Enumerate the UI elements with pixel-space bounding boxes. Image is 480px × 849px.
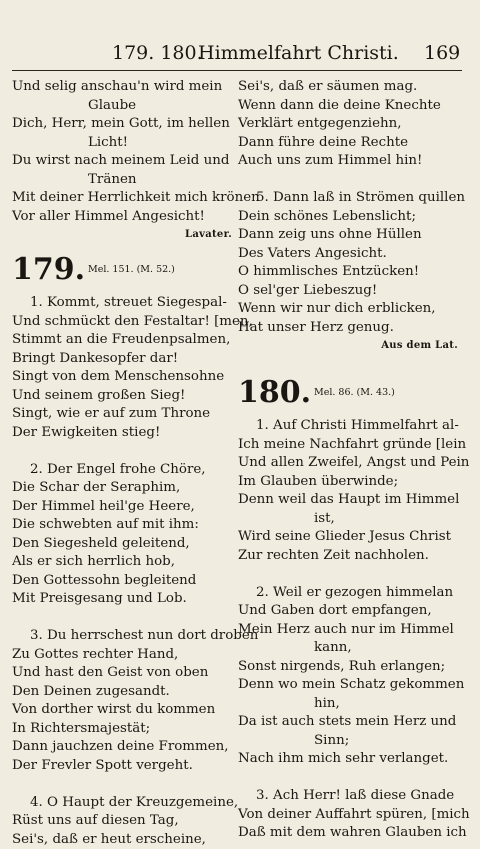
verse-line: Dein schönes Lebenslicht; bbox=[238, 208, 458, 227]
verse-line: Stimmt an die Freudenpsalmen, bbox=[12, 331, 232, 350]
verse-line: Zur rechten Zeit nachholen. bbox=[238, 547, 458, 566]
melody-reference: Mel. 86. (M. 43.) bbox=[314, 387, 395, 398]
verse-2 bbox=[238, 584, 458, 769]
hymn-number: 179. bbox=[12, 250, 85, 290]
verse-line: Sinn; bbox=[238, 732, 458, 751]
melody-reference: Mel. 151. (M. 52.) bbox=[88, 264, 175, 275]
verse-line: Der Himmel heil'ge Heere, bbox=[12, 498, 232, 517]
verse-line: Und hast den Geist von oben bbox=[12, 664, 232, 683]
verse-line: Hat unser Herz genug. bbox=[238, 319, 458, 338]
verse-line: Die schwebten auf mit ihm: bbox=[12, 516, 232, 535]
hymn-heading bbox=[12, 250, 232, 290]
verse-line: Denn wo mein Schatz gekommen bbox=[238, 676, 458, 695]
verse-line: Ich meine Nachfahrt gründe [lein bbox=[238, 436, 458, 455]
verse-line: ist, bbox=[238, 510, 458, 529]
verse-line: Sonst nirgends, Ruh erlangen; bbox=[238, 658, 458, 677]
verse-line: O himmlisches Entzücken! bbox=[238, 263, 458, 282]
page-number: 169 bbox=[424, 42, 460, 64]
verse-line: Als er sich herrlich hob, bbox=[12, 553, 232, 572]
right-column bbox=[238, 78, 458, 843]
verse-line: Und allen Zweifel, Angst und Pein bbox=[238, 454, 458, 473]
hymn-number: 180. bbox=[238, 373, 311, 413]
verse-line: Die Schar der Seraphim, bbox=[12, 479, 232, 498]
verse-line: Wenn dann die deine Knechte bbox=[238, 97, 458, 116]
verse-line: 5. Dann laß in Strömen quillen bbox=[238, 189, 458, 208]
verse-line: Sei's, daß er heut erscheine, bbox=[12, 831, 232, 849]
verse-line: Licht! bbox=[12, 134, 232, 153]
verse-line: Da ist auch stets mein Herz und bbox=[238, 713, 458, 732]
verse-3 bbox=[238, 787, 458, 843]
header-hymn-numbers: 179. 180. bbox=[112, 42, 203, 64]
verse-line: Des Vaters Angesicht. bbox=[238, 245, 458, 264]
verse-line: 2. Weil er gezogen himmelan bbox=[238, 584, 458, 603]
verse-line: Und seinem großen Sieg! bbox=[12, 387, 232, 406]
verse-line: Singt, wie er auf zum Throne bbox=[12, 405, 232, 424]
verse-line: Dann jauchzen deine Frommen, bbox=[12, 738, 232, 757]
verse-line: Bringt Dankesopfer dar! bbox=[12, 350, 232, 369]
verse-line: Du wirst nach meinem Leid und bbox=[12, 152, 232, 171]
hymn-heading bbox=[238, 373, 458, 413]
verse-line: 1. Auf Christi Himmelfahrt al- bbox=[238, 417, 458, 436]
verse-line: Im Glauben überwinde; bbox=[238, 473, 458, 492]
verse-line: Verklärt entgegenziehn, bbox=[238, 115, 458, 134]
verse-1 bbox=[238, 417, 458, 565]
verse-line: Mit Preisgesang und Lob. bbox=[12, 590, 232, 609]
verse-line: Singt von dem Menschensohne bbox=[12, 368, 232, 387]
verse-line: Und Gaben dort empfangen, bbox=[238, 602, 458, 621]
left-column bbox=[12, 78, 232, 849]
verse-line: 2. Der Engel frohe Chöre, bbox=[12, 461, 232, 480]
verse-line: Von deiner Auffahrt spüren, [mich bbox=[238, 806, 458, 825]
verse-2 bbox=[12, 461, 232, 609]
verse-line: 3. Du herrschest nun dort droben bbox=[12, 627, 232, 646]
verse-continuation bbox=[12, 78, 232, 226]
verse-line: 4. O Haupt der Kreuzgemeine, bbox=[12, 794, 232, 813]
verse-line: Tränen bbox=[12, 171, 232, 190]
verse-line: Sei's, daß er säumen mag. bbox=[238, 78, 458, 97]
verse-4 bbox=[12, 794, 232, 849]
verse-line: O sel'ger Liebeszug! bbox=[238, 282, 458, 301]
verse-line: Glaube bbox=[12, 97, 232, 116]
attribution: Aus dem Lat. bbox=[238, 337, 458, 355]
header-rule bbox=[12, 70, 462, 71]
verse-line: Der Frevler Spott vergeht. bbox=[12, 757, 232, 776]
verse-1 bbox=[12, 294, 232, 442]
verse-line: Rüst uns auf diesen Tag, bbox=[12, 812, 232, 831]
verse-line: Den Gottessohn begleitend bbox=[12, 572, 232, 591]
verse-line: Nach ihm mich sehr verlanget. bbox=[238, 750, 458, 769]
verse-line: Dann zeig uns ohne Hüllen bbox=[238, 226, 458, 245]
verse-line: Und selig anschau'n wird mein bbox=[12, 78, 232, 97]
verse-line: Den Siegesheld geleitend, bbox=[12, 535, 232, 554]
verse-line: Denn weil das Haupt im Himmel bbox=[238, 491, 458, 510]
verse-line: Auch uns zum Himmel hin! bbox=[238, 152, 458, 171]
verse-line: Zu Gottes rechter Hand, bbox=[12, 646, 232, 665]
attribution: Lavater. bbox=[12, 226, 232, 244]
verse-line: In Richtersmajestät; bbox=[12, 720, 232, 739]
verse-line: Wenn wir nur dich erblicken, bbox=[238, 300, 458, 319]
verse-line: Und schmückt den Festaltar! [men, bbox=[12, 313, 232, 332]
header-title: Himmelfahrt Christi. bbox=[198, 42, 399, 64]
verse-line: Vor aller Himmel Angesicht! bbox=[12, 208, 232, 227]
verse-3 bbox=[12, 627, 232, 775]
verse-line: Daß mit dem wahren Glauben ich bbox=[238, 824, 458, 843]
verse-line: Wird seine Glieder Jesus Christ bbox=[238, 528, 458, 547]
verse-line: Mein Herz auch nur im Himmel bbox=[238, 621, 458, 640]
verse-line: Mit deiner Herrlichkeit mich krönen bbox=[12, 189, 232, 208]
verse-line: Dann führe deine Rechte bbox=[238, 134, 458, 153]
verse-line: 1. Kommt, streuet Siegespal- bbox=[12, 294, 232, 313]
verse-4-continuation bbox=[238, 78, 458, 171]
verse-5 bbox=[238, 189, 458, 337]
verse-line: Der Ewigkeiten stieg! bbox=[12, 424, 232, 443]
verse-line: Von dorther wirst du kommen bbox=[12, 701, 232, 720]
verse-line: kann, bbox=[238, 639, 458, 658]
verse-line: 3. Ach Herr! laß diese Gnade bbox=[238, 787, 458, 806]
verse-line: Den Deinen zugesandt. bbox=[12, 683, 232, 702]
verse-line: Dich, Herr, mein Gott, im hellen bbox=[12, 115, 232, 134]
running-header bbox=[0, 38, 480, 68]
verse-line: hin, bbox=[238, 695, 458, 714]
